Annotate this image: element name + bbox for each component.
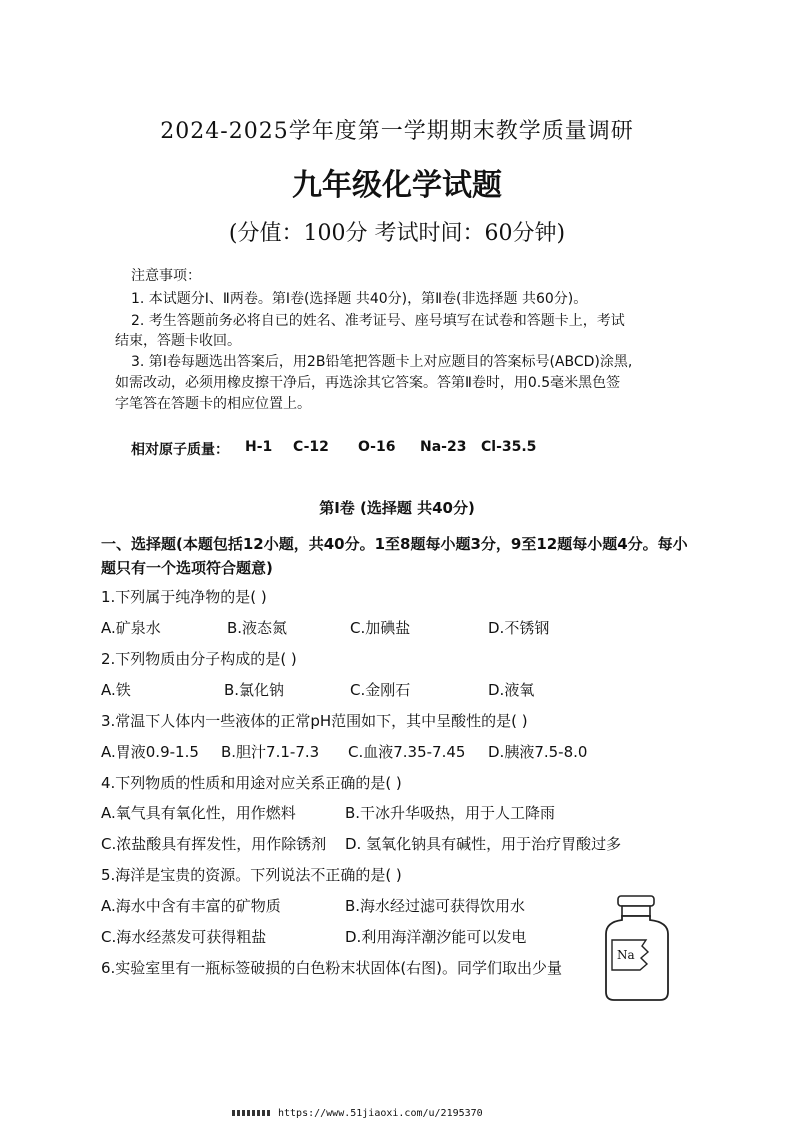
question-4-option-b: B.干冰升华吸热，用于人工降雨 bbox=[345, 804, 556, 822]
bottle-icon bbox=[600, 892, 672, 1004]
question-4-option-d: D. 氢氧化钠具有碱性，用于治疗胃酸过多 bbox=[345, 835, 622, 853]
note-1: 1. 本试题分Ⅰ、Ⅱ两卷。第Ⅰ卷(选择题 共40分)，第Ⅱ卷(非选择题 共60分)。 bbox=[131, 291, 588, 307]
question-1-option-d: D.不锈钢 bbox=[488, 619, 550, 637]
question-4-option-c: C.浓盐酸具有挥发性，用作除锈剂 bbox=[101, 835, 327, 853]
question-2-option-d: D.液氧 bbox=[488, 681, 535, 699]
section-instruction-a: 一、选择题(本题包括12小题，共40分。1至8题每小题3分，9至12题每小题4分。每小 bbox=[101, 535, 688, 553]
question-3-option-d: D.胰液7.5-8.0 bbox=[488, 743, 588, 761]
exam-title: 九年级化学试题 bbox=[292, 168, 502, 203]
section-title: 第Ⅰ卷 (选择题 共40分) bbox=[319, 499, 475, 517]
notes-heading: 注意事项： bbox=[131, 268, 201, 284]
question-4-stem: 4.下列物质的性质和用途对应关系正确的是( ) bbox=[101, 774, 402, 792]
note-3a: 3. 第Ⅰ卷每题选出答案后，用2B铅笔把答题卡上对应题目的答案标号(ABCD)涂黑, bbox=[131, 354, 633, 370]
question-5-option-d: D.利用海洋潮汐能可以发电 bbox=[345, 928, 527, 946]
exam-subtitle: (分值：100分 考试时间：60分钟) bbox=[228, 221, 566, 246]
atomic-mass-na: Na-23 bbox=[420, 439, 467, 455]
question-1-stem: 1.下列属于纯净物的是( ) bbox=[101, 588, 267, 606]
question-1-option-c: C.加碘盐 bbox=[350, 619, 411, 637]
question-5-option-c: C.海水经蒸发可获得粗盐 bbox=[101, 928, 267, 946]
atomic-mass-c: C-12 bbox=[293, 439, 329, 455]
question-5-option-b: B.海水经过滤可获得饮用水 bbox=[345, 897, 526, 915]
footer-url[interactable]: https://www.51jiaoxi.com/u/2195370 bbox=[278, 1108, 483, 1119]
footer bbox=[232, 1108, 483, 1119]
question-2-stem: 2.下列物质由分子构成的是( ) bbox=[101, 650, 297, 668]
question-3-option-a: A.胃液0.9-1.5 bbox=[101, 743, 199, 761]
question-4-option-a: A.氧气具有氧化性，用作燃料 bbox=[101, 804, 296, 822]
question-5-stem: 5.海洋是宝贵的资源。下列说法不正确的是( ) bbox=[101, 866, 402, 884]
question-2-option-b: B.氯化钠 bbox=[224, 681, 285, 699]
question-1-option-b: B.液态氮 bbox=[227, 619, 288, 637]
bottle-label-text: Na bbox=[617, 948, 635, 962]
question-2-option-c: C.金刚石 bbox=[350, 681, 411, 699]
note-2b: 结束，答题卡收回。 bbox=[115, 333, 241, 349]
note-3c: 字笔答在答题卡的相应位置上。 bbox=[115, 396, 311, 412]
question-1-option-a: A.矿泉水 bbox=[101, 619, 161, 637]
site-logo-icon bbox=[232, 1110, 272, 1116]
section-instruction-b: 题只有一个选项符合题意) bbox=[101, 559, 273, 577]
reagent-bottle-figure bbox=[600, 892, 672, 1004]
atomic-mass-label: 相对原子质量： bbox=[131, 442, 229, 458]
exam-term-line: 2024-2025学年度第一学期期末教学质量调研 bbox=[160, 119, 634, 144]
note-2a: 2. 考生答题前务必将自已的姓名、准考证号、座号填写在试卷和答题卡上，考试 bbox=[131, 313, 625, 329]
atomic-mass-h: H-1 bbox=[245, 439, 273, 455]
note-3b: 如需改动，必须用橡皮擦干净后，再选涂其它答案。答第Ⅱ卷时，用0.5毫米黑色签 bbox=[115, 375, 621, 391]
question-5-option-a: A.海水中含有丰富的矿物质 bbox=[101, 897, 281, 915]
question-3-stem: 3.常温下人体内一些液体的正常pH范围如下，其中呈酸性的是( ) bbox=[101, 712, 528, 730]
atomic-mass-o: O-16 bbox=[358, 439, 396, 455]
question-3-option-c: C.血液7.35-7.45 bbox=[348, 743, 466, 761]
question-2-option-a: A.铁 bbox=[101, 681, 131, 699]
question-6-stem: 6.实验室里有一瓶标签破损的白色粉末状固体(右图)。同学们取出少量 bbox=[101, 959, 563, 977]
atomic-mass-cl: Cl-35.5 bbox=[481, 439, 537, 455]
question-3-option-b: B.胆汁7.1-7.3 bbox=[221, 743, 320, 761]
